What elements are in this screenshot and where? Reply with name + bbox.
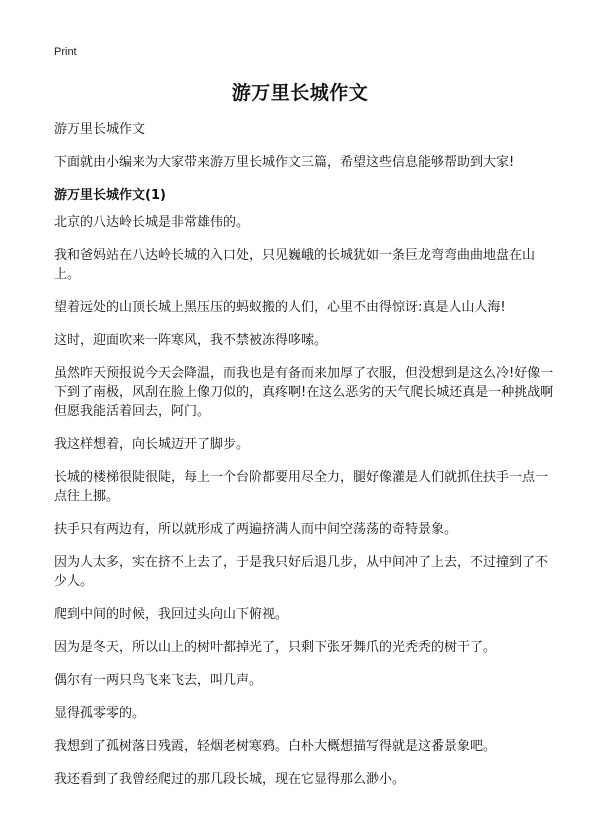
page-title: 游万里长城作文 <box>231 82 369 104</box>
body-paragraph: 长城的楼梯很陡很陡，每上一个台阶都要用尽全力，腿好像灌是人们就抓住扶手一点一点往上挪。 <box>54 470 549 504</box>
body-paragraph: 我还看到了我曾经爬过的那几段长城，现在它显得那么渺小。 <box>54 772 406 787</box>
intro-paragraph: 游万里长城作文 <box>54 122 146 137</box>
body-paragraph: 因为人太多，实在挤不上去了，于是我只好后退几步，从中间冲了上去，不过撞到了不少人。 <box>54 555 549 589</box>
body-paragraph: 因为是冬天，所以山上的树叶都掉光了，只剩下张牙舞爪的光秃秃的树干了。 <box>54 640 497 655</box>
body-paragraph: 我和爸妈站在八达岭长城的入口处，只见巍峨的长城犹如一条巨龙弯弯曲曲地盘在山上。 <box>54 248 536 282</box>
section-heading: 游万里长城作文(1) <box>54 188 166 203</box>
body-paragraph: 扶手只有两边有，所以就形成了两遍挤满人而中间空荡荡的奇特景象。 <box>54 522 458 537</box>
body-paragraph: 偶尔有一两只鸟飞来飞去，叫几声。 <box>54 673 263 688</box>
body-paragraph: 爬到中间的时候，我回过头向山下俯视。 <box>54 607 289 622</box>
body-paragraph: 我想到了孤树落日残霞，轻烟老树寒鸦。白朴大概想描写得就是这番景象吧。 <box>54 739 497 754</box>
body-paragraph: 显得孤零零的。 <box>54 706 146 721</box>
body-paragraph: 望着远处的山顶长城上黑压压的蚂蚁搬的人们，心里不由得惊讶:真是人山人海! <box>54 300 506 315</box>
intro-paragraph: 下面就由小编来为大家带来游万里长城作文三篇，希望这些信息能够帮助到大家! <box>54 155 515 170</box>
print-link[interactable]: Print <box>54 46 77 58</box>
body-paragraph: 这时，迎面吹来一阵寒风，我不禁被冻得哆嗦。 <box>54 333 328 348</box>
body-paragraph: 虽然昨天预报说今天会降温，而我也是有备而来加厚了衣服，但没想到是这么冷!好像一下到了南极，风刮在脸上像刀似的，真疼啊!在这么恶劣的天气爬长城还真是一种挑战啊但愿我能活着回去，阿门。 <box>54 366 554 419</box>
body-paragraph: 我这样想着，向长城迈开了脚步。 <box>54 437 250 452</box>
article-body <box>54 120 554 803</box>
body-paragraph: 北京的八达岭长城是非常雄伟的。 <box>54 215 250 230</box>
